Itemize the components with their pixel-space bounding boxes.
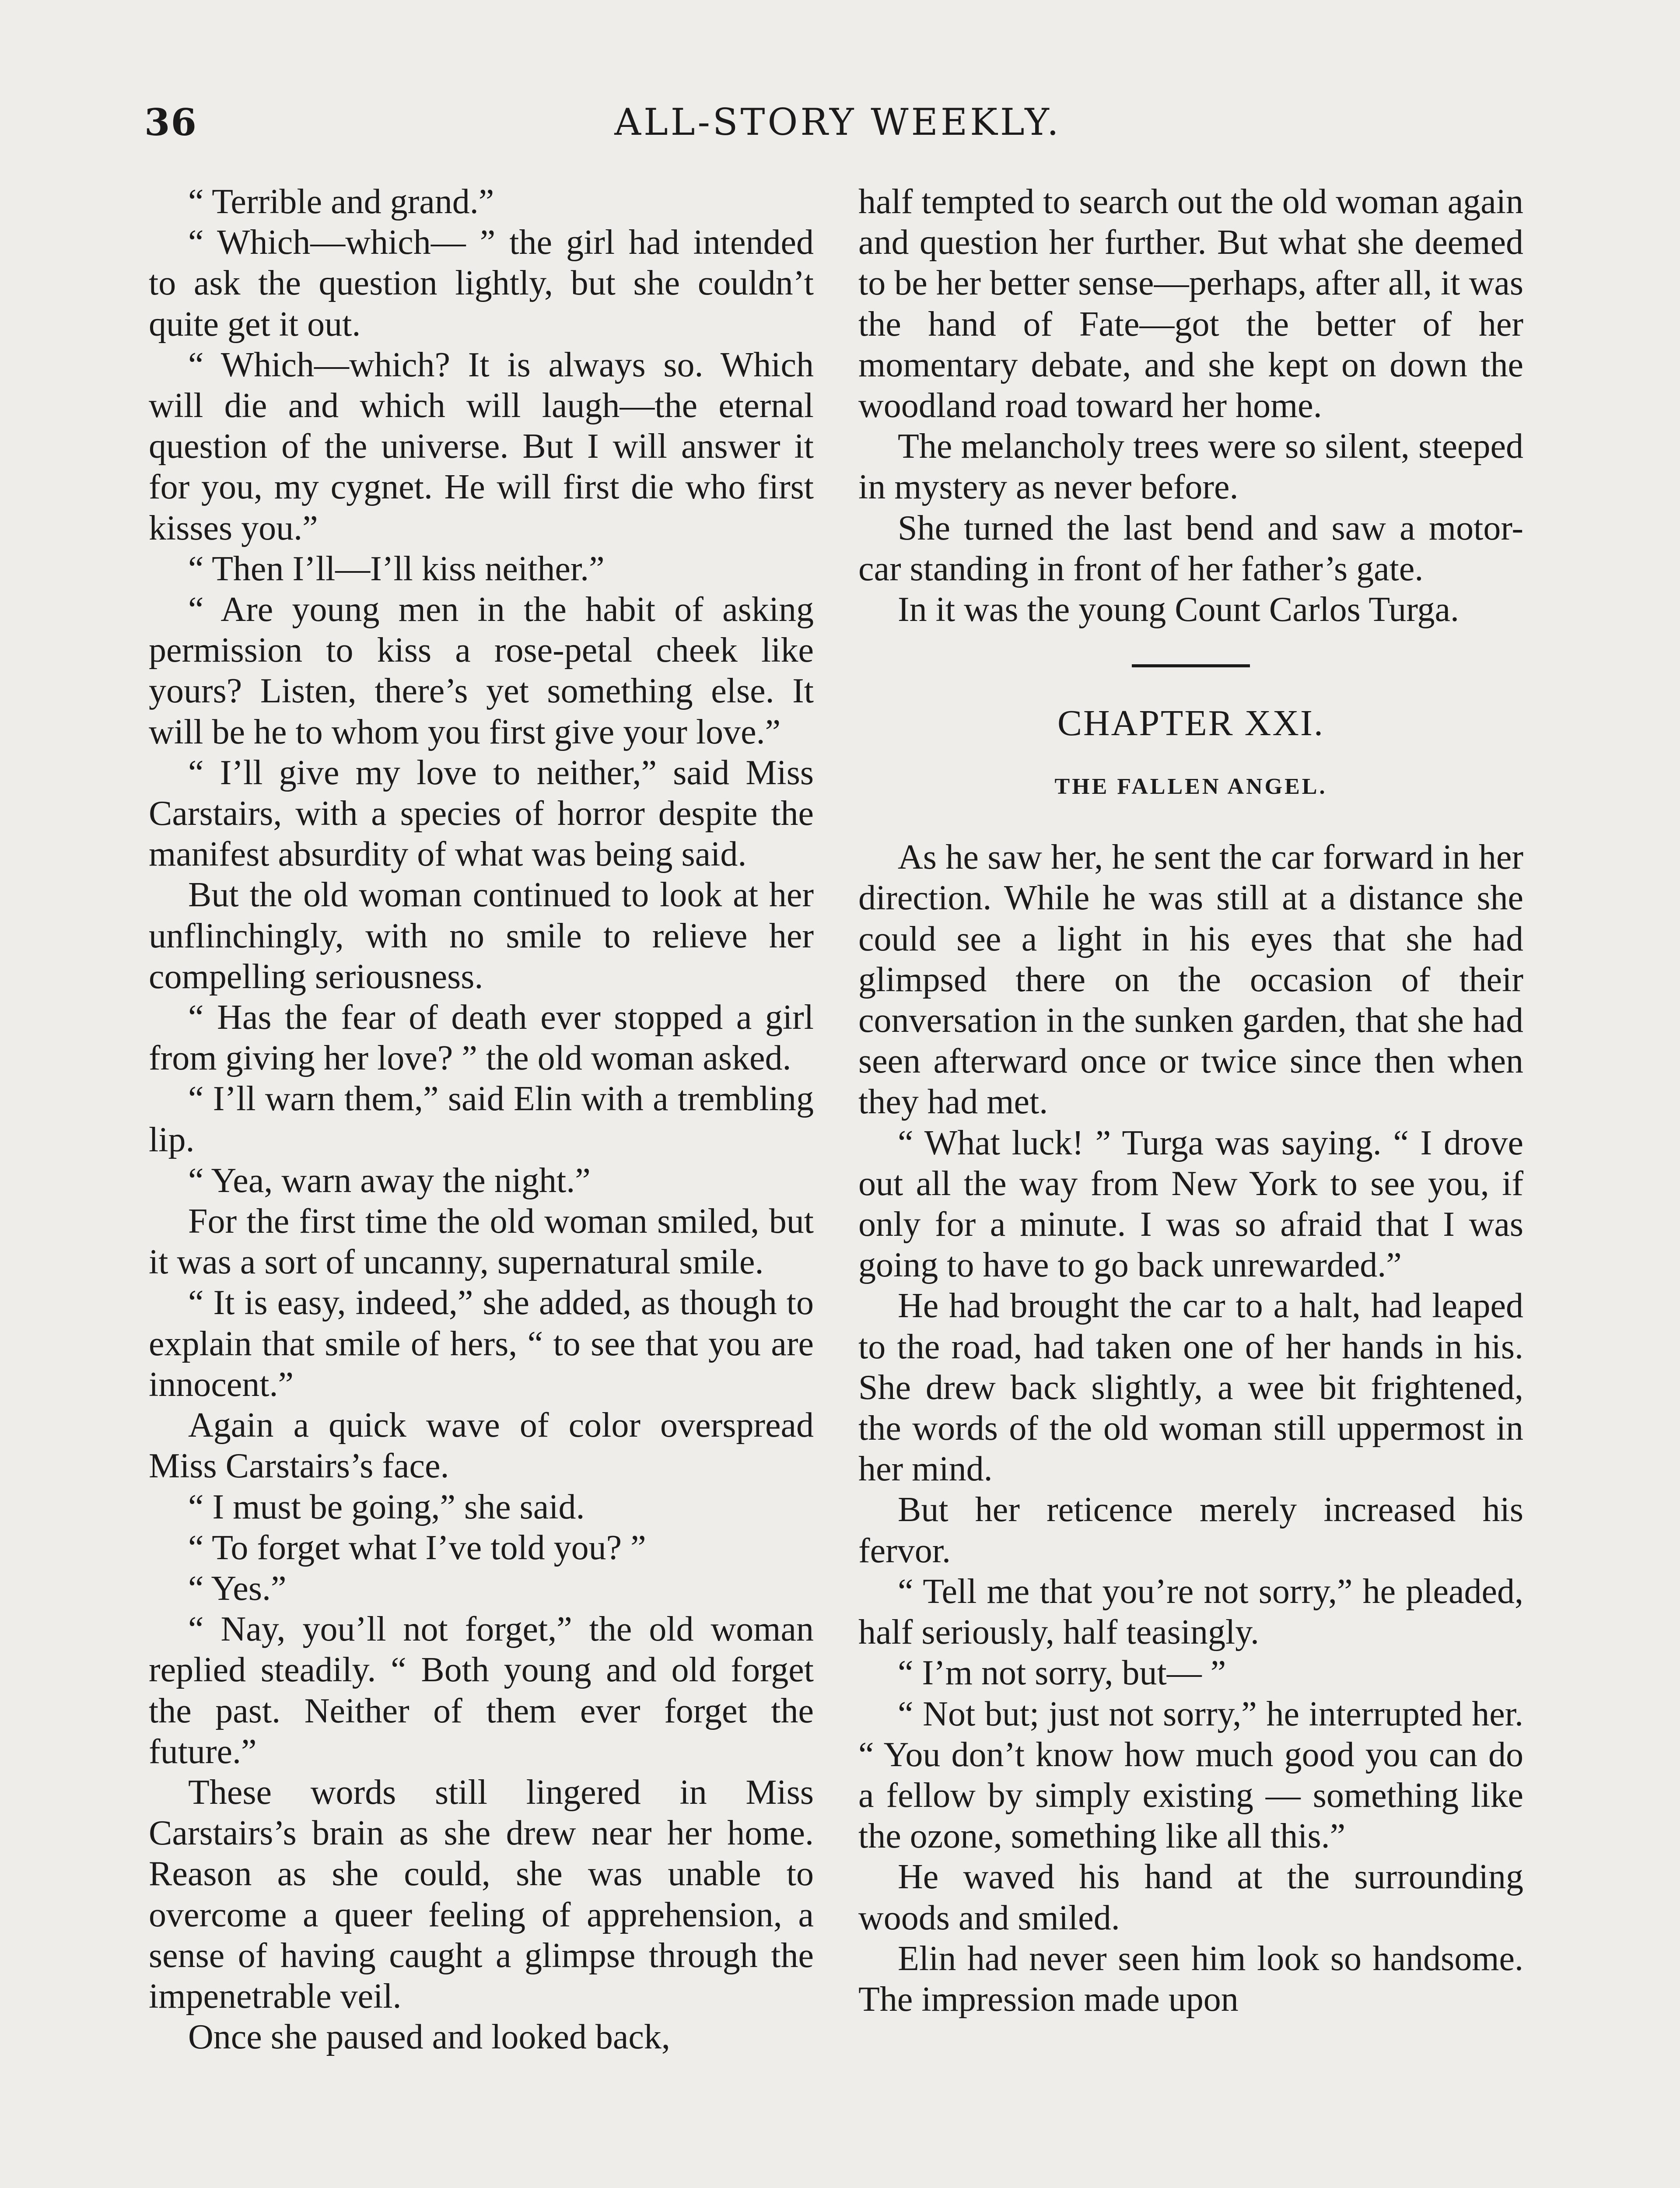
paragraph: As he saw her, he sent the car forward in her direction. While he was still at a distance she could see a light in his eyes that she had glimpsed there on the occasion of their conversation in the sunken garden, that she had seen afterward once or twice since then when they had met. xyxy=(858,838,1523,1122)
paragraph: “ I’ll give my love to neither,” said Miss Carstairs, with a species of horror despite the manifest absurdity of what was being said. xyxy=(149,753,814,874)
paragraph: She turned the last bend and saw a motor-car standing in front of her father’s gate. xyxy=(858,508,1523,588)
paragraph: But the old woman continued to look at her unflinchingly, with no smile to relieve her compelling seriousness. xyxy=(149,876,814,996)
paragraph: Again a quick wave of color overspread Miss Carstairs’s face. xyxy=(149,1406,814,1486)
paragraph: “ What luck! ” Turga was saying. “ I drove out all the way from New York to see you, if only for a minute. I was so afraid that I was going to have to go back unrewarded.” xyxy=(858,1123,1523,1285)
paragraph: “ I’m not sorry, but— ” xyxy=(898,1654,1226,1693)
paragraph: Once she paused and looked back, xyxy=(188,2018,670,2057)
paragraph: But her reticence merely increased his fervor. xyxy=(858,1490,1523,1570)
paragraph: “ Terrible and grand.” xyxy=(188,182,494,221)
paragraph: “ To forget what I’ve told you? ” xyxy=(188,1528,646,1567)
paragraph: “ Which—which— ” the girl had intended to ask the question lightly, but she couldn’t quite get it out. xyxy=(149,223,814,344)
continued-paragraph: half tempted to search out the old woman again and question her further. But what she deemed to be her better sense—perhaps, after all, it was the hand of Fate—got the better of her momentary debate, and she kept on down the woodland road toward her home. xyxy=(858,182,1523,425)
paragraph: “ Not but; just not sorry,” he interrupted her. “ You don’t know how much good you can do a fellow by simply existing — something like the ozone, something like all this.” xyxy=(858,1694,1523,1856)
chapter-heading: CHAPTER XXI. xyxy=(1057,703,1324,744)
paragraph: He had brought the car to a halt, had leaped to the road, had taken one of her hands in his. She drew back slightly, a wee bit frightened, the words of the old woman still uppermost in her mind. xyxy=(858,1287,1523,1489)
paragraph: He waved his hand at the surrounding woods and smiled. xyxy=(858,1858,1523,1937)
paragraph: “ Nay, you’ll not forget,” the old woman replied steadily. “ Both young and old forget the past. Neither of them ever forget the future.” xyxy=(149,1610,814,1771)
paragraph: “ It is easy, indeed,” she added, as though to explain that smile of hers, “ to see that you are innocent.” xyxy=(149,1283,814,1404)
paragraph: “ I’ll warn them,” said Elin with a trembling lip. xyxy=(149,1080,814,1159)
chapter-subtitle: THE FALLEN ANGEL. xyxy=(1054,774,1327,799)
paragraph: For the first time the old woman smiled, but it was a sort of uncanny, supernatural smile. xyxy=(149,1202,814,1282)
paragraph: “ Which—which? It is always so. Which will die and which will laugh—the eternal question of the universe. But I will answer it for you, my cygnet. He will first die who first kisses you.” xyxy=(149,345,814,547)
paragraph: In it was the young Count Carlos Turga. xyxy=(898,590,1460,629)
page-number: 36 xyxy=(144,101,197,144)
paragraph: “ Has the fear of death ever stopped a girl from giving her love? ” the old woman asked. xyxy=(149,998,814,1078)
chapter-divider-rule xyxy=(1132,664,1250,667)
magazine-title: ALL-STORY WEEKLY. xyxy=(614,101,1061,144)
left-column xyxy=(149,182,814,2058)
paragraph: These words still lingered in Miss Carstairs’s brain as she drew near her home. Reason as she could, she was unable to overcome a queer feeling of apprehension, a sense of having caught a glimpse through the impenetrable veil. xyxy=(149,1773,814,2016)
paragraph: Elin had never seen him look so handsome. The impression made upon xyxy=(858,1939,1523,2019)
paragraph: The melancholy trees were so silent, steeped in mystery as never before. xyxy=(858,427,1523,507)
paragraph: “ Yea, warn away the night.” xyxy=(188,1161,591,1200)
running-head xyxy=(144,101,1531,153)
paragraph: “ Yes.” xyxy=(188,1569,287,1608)
paragraph: “ I must be going,” she said. xyxy=(188,1487,585,1526)
right-column xyxy=(858,182,1523,2020)
paragraph: “ Tell me that you’re not sorry,” he pleaded, half seriously, half teasingly. xyxy=(858,1572,1523,1652)
paragraph: “ Are young men in the habit of asking permission to kiss a rose-petal cheek like yours? Listen, there’s yet something else. It will be he to whom you first give your love.” xyxy=(149,590,814,751)
paragraph: “ Then I’ll—I’ll kiss neither.” xyxy=(188,549,605,588)
